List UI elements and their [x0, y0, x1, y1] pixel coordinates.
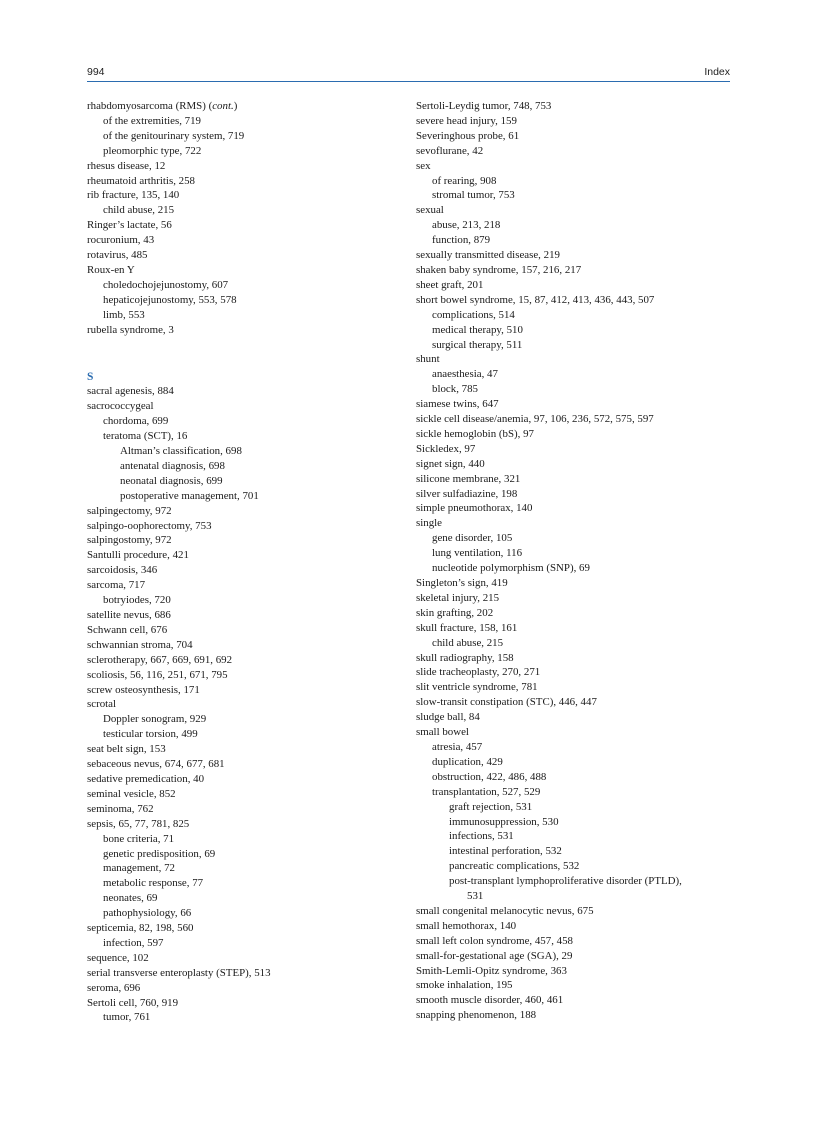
index-entry: sevoflurane, 42 — [416, 144, 484, 157]
index-entry: rhesus disease, 12 — [87, 159, 166, 172]
index-subentry: child abuse, 215 — [103, 204, 175, 217]
index-subentry: anaesthesia, 47 — [432, 368, 498, 381]
index-entry: rhabdomyosarcoma (RMS) (cont.) — [87, 100, 238, 112]
index-entry: Sertoli cell, 760, 919 — [87, 996, 179, 1009]
index-subentry: child abuse, 215 — [432, 636, 504, 649]
index-subentry: gene disorder, 105 — [432, 532, 513, 545]
index-subentry: of the extremities, 719 — [103, 114, 201, 127]
index-entry: small left colon syndrome, 457, 458 — [416, 934, 573, 947]
index-subentry: intestinal perforation, 532 — [449, 845, 562, 858]
section-spacer — [87, 338, 407, 368]
index-subentry: abuse, 213, 218 — [432, 219, 501, 232]
index-entry: Severinghous probe, 61 — [416, 129, 520, 142]
index-entry: skull fracture, 158, 161 — [416, 621, 518, 634]
index-subentry: duplication, 429 — [432, 755, 503, 768]
index-entry: sebaceous nevus, 674, 677, 681 — [87, 758, 225, 771]
index-entry: screw osteosynthesis, 171 — [87, 683, 200, 696]
index-subentry: obstruction, 422, 486, 488 — [432, 770, 547, 783]
index-entry: sacrococcygeal — [87, 400, 154, 413]
index-entry: seat belt sign, 153 — [87, 743, 166, 756]
index-entry: rheumatoid arthritis, 258 — [87, 174, 195, 187]
index-entry: scrotal — [87, 698, 117, 711]
index-subentry: function, 879 — [432, 234, 491, 247]
index-subentry: nucleotide polymorphism (SNP), 69 — [432, 562, 590, 575]
index-entry: silver sulfadiazine, 198 — [416, 487, 518, 500]
index-subentry: surgical therapy, 511 — [432, 338, 523, 351]
page-header — [87, 66, 730, 82]
index-entry: Sertoli-Leydig tumor, 748, 753 — [416, 100, 552, 112]
index-entry: single — [416, 517, 443, 530]
index-entry: rotavirus, 485 — [87, 249, 148, 262]
index-subentry: tumor, 761 — [103, 1011, 151, 1024]
index-subentry: neonates, 69 — [103, 892, 158, 905]
index-subentry: 531 — [467, 890, 484, 903]
index-subentry: pancreatic complications, 532 — [449, 860, 580, 873]
index-column-right — [416, 99, 736, 1023]
index-subentry: transplantation, 527, 529 — [432, 785, 541, 798]
index-subentry: pleomorphic type, 722 — [103, 144, 202, 157]
index-subentry: post-transplant lymphoproliferative disorder (PTLD), — [449, 875, 682, 888]
index-entry: snapping phenomenon, 188 — [416, 1009, 537, 1022]
index-subentry: neonatal diagnosis, 699 — [120, 474, 223, 487]
index-entry: seminal vesicle, 852 — [87, 787, 176, 800]
index-entry: salpingostomy, 972 — [87, 534, 172, 547]
index-entry: sickle hemoglobin (bS), 97 — [416, 427, 534, 440]
index-subentry: stromal tumor, 753 — [432, 189, 515, 202]
index-entry: sickle cell disease/anemia, 97, 106, 236, 572, 575, 597 — [416, 413, 654, 426]
index-subentry: botryiodes, 720 — [103, 594, 171, 607]
index-entry: Schwann cell, 676 — [87, 623, 168, 636]
header-rule — [87, 81, 730, 82]
index-entry: shunt — [416, 353, 440, 366]
page-number: 994 — [87, 66, 105, 78]
index-entry: sex — [416, 159, 431, 172]
index-column-left — [87, 99, 407, 1025]
index-entry: slit ventricle syndrome, 781 — [416, 681, 538, 694]
index-subentry: of the genitourinary system, 719 — [103, 129, 245, 142]
index-entry: sclerotherapy, 667, 669, 691, 692 — [87, 653, 233, 666]
index-entry: sedative premedication, 40 — [87, 772, 205, 785]
index-subentry: hepaticojejunostomy, 553, 578 — [103, 293, 237, 306]
index-entry: small congenital melanocytic nevus, 675 — [416, 904, 594, 917]
index-entry: smooth muscle disorder, 460, 461 — [416, 994, 564, 1007]
index-subentry: graft rejection, 531 — [449, 800, 533, 813]
index-entry: small-for-gestational age (SGA), 29 — [416, 949, 573, 962]
index-entry: Smith-Lemli-Opitz syndrome, 363 — [416, 964, 567, 977]
index-subentry: testicular torsion, 499 — [103, 728, 198, 741]
index-entry: sarcoma, 717 — [87, 579, 146, 592]
index-entry: slow-transit constipation (STC), 446, 447 — [416, 696, 597, 709]
index-entry: satellite nevus, 686 — [87, 609, 171, 621]
index-subentry: medical therapy, 510 — [432, 323, 523, 336]
index-entry: sludge ball, 84 — [416, 711, 480, 724]
index-entry: schwannian stroma, 704 — [87, 638, 193, 651]
index-subentry: bone criteria, 71 — [103, 832, 175, 845]
index-subentry: Altman’s classification, 698 — [120, 445, 242, 458]
index-entry: sheet graft, 201 — [416, 278, 484, 291]
index-entry: small hemothorax, 140 — [416, 919, 517, 932]
index-entry: siamese twins, 647 — [416, 398, 499, 411]
index-subentry: pathophysiology, 66 — [103, 907, 192, 920]
index-entry: skin grafting, 202 — [416, 606, 494, 619]
index-subentry: lung ventilation, 116 — [432, 547, 523, 560]
index-subentry: genetic predisposition, 69 — [103, 847, 216, 860]
index-entry: rocuronium, 43 — [87, 234, 155, 247]
index-entry: small bowel — [416, 726, 469, 739]
index-subentry: immunosuppression, 530 — [449, 815, 559, 828]
index-subentry: postoperative management, 701 — [120, 489, 259, 502]
index-entry: rubella syndrome, 3 — [87, 323, 174, 336]
index-subentry: Doppler sonogram, 929 — [103, 713, 207, 726]
index-entry: septicemia, 82, 198, 560 — [87, 922, 194, 935]
index-subentry: block, 785 — [432, 383, 478, 396]
index-entry: sexually transmitted disease, 219 — [416, 249, 560, 262]
index-entry: sequence, 102 — [87, 951, 149, 964]
index-entry: simple pneumothorax, 140 — [416, 502, 533, 515]
index-entry: serial transverse enteroplasty (STEP), 513 — [87, 966, 271, 979]
index-subentry: atresia, 457 — [432, 740, 483, 753]
index-entry: skull radiography, 158 — [416, 651, 514, 664]
index-subentry: chordoma, 699 — [103, 415, 169, 428]
index-entry: Roux-en Y — [87, 263, 135, 276]
index-entry: sepsis, 65, 77, 781, 825 — [87, 817, 190, 830]
index-entry: sacral agenesis, 884 — [87, 385, 174, 398]
index-entry: short bowel syndrome, 15, 87, 412, 413, 436, 443, 507 — [416, 293, 655, 306]
index-entry: Singleton’s sign, 419 — [416, 577, 508, 589]
index-entry: slide tracheoplasty, 270, 271 — [416, 666, 541, 679]
index-entry: seminoma, 762 — [87, 802, 154, 815]
index-entry: seroma, 696 — [87, 981, 141, 994]
index-entry: Ringer’s lactate, 56 — [87, 219, 172, 232]
index-subentry: complications, 514 — [432, 308, 515, 321]
index-entry: signet sign, 440 — [416, 457, 485, 470]
index-entry: rib fracture, 135, 140 — [87, 189, 180, 202]
index-subentry: limb, 553 — [103, 308, 145, 321]
index-entry: sexual — [416, 204, 444, 217]
index-subentry: infection, 597 — [103, 936, 164, 949]
index-subentry: teratoma (SCT), 16 — [103, 430, 188, 443]
index-entry: salpingo-oophorectomy, 753 — [87, 519, 212, 532]
index-subentry: antenatal diagnosis, 698 — [120, 459, 225, 472]
section-letter-heading: S — [87, 370, 94, 383]
index-subentry: of rearing, 908 — [432, 174, 497, 187]
index-subentry: choledochojejunostomy, 607 — [103, 278, 229, 291]
index-entry: Sickledex, 97 — [416, 442, 476, 455]
index-entry: Santulli procedure, 421 — [87, 549, 189, 562]
index-entry: smoke inhalation, 195 — [416, 979, 513, 992]
index-entry: skeletal injury, 215 — [416, 591, 500, 604]
running-title: Index — [704, 66, 730, 78]
index-entry: shaken baby syndrome, 157, 216, 217 — [416, 263, 582, 276]
index-entry: silicone membrane, 321 — [416, 472, 521, 485]
index-subentry: metabolic response, 77 — [103, 877, 204, 890]
index-subentry: infections, 531 — [449, 830, 514, 843]
index-subentry: management, 72 — [103, 862, 175, 875]
index-entry: severe head injury, 159 — [416, 114, 517, 127]
index-entry: scoliosis, 56, 116, 251, 671, 795 — [87, 668, 228, 681]
index-entry: sarcoidosis, 346 — [87, 564, 158, 577]
index-entry: salpingectomy, 972 — [87, 504, 172, 517]
